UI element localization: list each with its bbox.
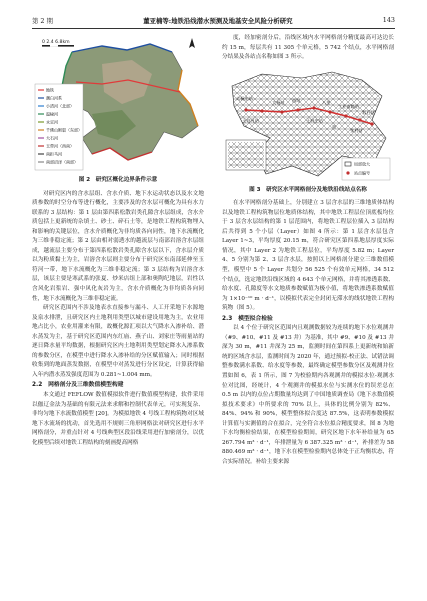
legend-item: 小清河（北部）	[46, 103, 74, 109]
right-column	[222, 34, 394, 468]
station-label: 八里	[322, 99, 331, 105]
legend-item: 温榆河	[46, 111, 58, 117]
station-label: 西站	[292, 97, 301, 103]
paragraph: 本文通过 FEFLOW 数值模拟软件进行数值模型构建，软件采用以伽辽金法为基础的有限元法来求解和控制代表单元，可实现复杂、非均匀地下水流数值模型 [20]。为模拟地铁 4 号线工程构筑物对区域地下水流场的扰动，首先选用不规则三角形网格法对研究区进行水平网格剖分，并重点针对 4 号线典型区段沿线采用进行加密剖分，以优化模型后续对地铁工程结构的刻画提高网格	[32, 392, 204, 446]
scale-bar	[42, 39, 74, 47]
legend-item: 玉带河（西南）	[46, 143, 74, 149]
figure-2-legend	[35, 84, 83, 170]
station-label: 张村站	[350, 127, 363, 133]
page-header	[32, 14, 395, 26]
paragraph: 以 4 个位于研究区范围内且观测数据较为连续的地下水位观测井（#9、#10、#11 及 #13 井）为基准，其中 #9、#10 及 #13 井深为 30 m，#11 井深为 25 m，监测时间在第四系上更新统和始新统的区域含水层，监测时间为 2020 年，通过预拟-校正法、试错法调整参数满水系数、给水度等参数，最终确定模型参数分区及观测井位置如图 6，表 1 所示，图 7 为校验期内各观测井的模拟水位-观测水位对比图，经统计，4 个观测井的模拟水位与实测水位的误差总在 0.5 m 以内的点位占期数量均达到了中国地质调查局《地下水数值模拟技术要求》中所要求的 70% 以上，具体的比例分别为 82%、84%、94% 和 90%，模型整体拟合度达 87.5%，这表明参数模拟计算值与实测值的合在拟合，完全符合水位拟合精度要求，图 8 为地下水均衡检验结果，在模型检验期间，研究区地下水年补给量为 65 267.794 m³ · d⁻¹，年排泄量为 6 387.325 m³ · d⁻¹，补排差为 58 880.469 m³ · d⁻¹，地下水在模型检验期内总体处于正均衡状态，符合实际情况。补给主要来源	[222, 325, 394, 465]
left-column	[32, 34, 204, 448]
legend-item: 站点编号	[354, 170, 370, 176]
figure-2	[32, 34, 204, 174]
station-label: 大杨站	[272, 99, 285, 105]
section-title: 2.2 网格剖分及三维数值模型构建	[32, 382, 124, 389]
station-label: 王府庄站	[306, 117, 323, 123]
scale-text: 0 2.4 6.8km	[42, 40, 70, 45]
legend-item: 局部放大	[354, 161, 370, 167]
figure-3	[222, 66, 394, 184]
legend-item: 地铁	[46, 87, 54, 93]
station-label: 玉符河站	[242, 117, 259, 123]
paragraph: 研究区范围内不涉及地表水直接参与漏斗、人工开采地下水源地及泉水排泄，且研究区内土地利用类型以城市建设用地为主，农业用地占比小，农业用灌来有限，故概化源汇项以大气降水入渗补给、潜水蒸发为主，基于研究区范围内东红庙、燕子山、刘家庄等雨量站的逐日降水量平均数据，根据研究区内土地利用类型划定降水入渗系数的参数分区，在模型中进行降水入渗补给的分区赋值输入；同时根据收集到的地面蒸发数据，在模型中对蒸发进行分区设定，计算获得输入年内潜水蒸发强度范围为 0.281~1.004 mm。	[32, 305, 204, 378]
page-number: 143	[382, 16, 395, 24]
station-label: 大杨庄站	[236, 95, 253, 101]
running-title: 董亚楠等:地铁沿线潜水预测及地基安全风险分析研究	[143, 16, 293, 25]
station-label: 工业南路站	[338, 103, 359, 109]
figure-3-legend	[342, 158, 390, 180]
zoom-inset-mesh	[228, 142, 264, 168]
section-title: 2.3 模型拟合检验	[222, 315, 273, 322]
paragraph: 在水平网格剖分基础上，分别建立 3 层含水层的三维地质体结构以及地铁工程构筑物层位地质体结构，其中地铁工程层位顶底板均位于 3 层含水层结构的第 1 层范围内，将地铁工程层位插入 3 层结构后共得到 5 个小层（Layer）如图 4 所示：第 1 层含水层包含 Layer 1~3，平均厚度 20.15 m，符合研究区第四系地层厚度实际情况，其中 Layer 2 为地铁工程层位，平均厚度 5.82 m；Layer 4、5 分别为第 2、3 层含水层，按照以上网格剖分建立三维数值模型，模型中 5 个 Layer 共划分 56 525 个有效单元网格，34 512 个结点，选定地铁沿线区域的 4 643 个单元网格，并将其渗透系数、给水度、孔隙度等水文地质参数赋值为极小值，将地铁渗透系数赋值为 1×10⁻¹⁰ m · d⁻¹，以模拟代表完全封闭无滞水的线状地铁工程构筑物（图 5）。	[222, 200, 394, 312]
legend-item: 大石河	[46, 135, 58, 141]
legend-item: 千佛山断裂（东部）	[46, 127, 82, 133]
figure-2-map	[32, 34, 204, 174]
figure-2-caption: 图 2 研究区概化边界条件示意	[78, 177, 158, 183]
header-rule	[32, 28, 395, 29]
paragraph: 度，经加密剖分后，沿线区域内水平网格剖分精度最高可达边长约 15 m，每层共有 11 305 个单元格，5 742 个结点，水平网格剖分结果及各站点名称如图 3 所示。	[222, 35, 394, 61]
figure-3-caption: 图 3 研究区水平网格剖分及地铁沿线站点名称	[249, 186, 367, 193]
issue-label: 第 2 期	[32, 16, 53, 25]
station-label: 彩石站	[362, 109, 375, 115]
station-label: 站	[332, 123, 337, 129]
paragraph: 对研究区内的含水层组、含水介质、地下水运动状态以及水文地质参数的时空分布等进行概化，主要涉及的含水层可概化为具有水力联系的 3 层结构：第 1 层由第四系松散岩类孔隙含水层组成，含水介质包括上更新统的杂填土、砂土、碎石土等，是地铁工程构筑物埋入和影响的关键层位，含水介质概化为非均质各向同性，地下水流概化为三维非稳定流；第 2 层由相对弱透水的越流层与南部岩溶含水层组成，越流层主要分布于第四系松散岩类孔隙含水层以下，含水层介质以为粉质黏土为主，岩溶含水层则主要分布于研究区东南部延伸至玉符河一带，地下水流概化为三维非稳定流；第 3 层结构为岩溶含水层，该层主要是寒武系的张夏、炒米店组上部和奥陶纪地层，岩性以含风化岩浆岩、强中风化灰岩为主，含水介质概化为非均质各向同性，地下水流概化为三维非稳定流。	[32, 190, 204, 302]
legend-item: 南部沼泽（南部）	[46, 159, 78, 165]
figure-3-mesh	[222, 66, 394, 184]
legend-item: 永定河	[46, 119, 58, 125]
legend-item: 潮白河系	[46, 95, 62, 101]
legend-item: 南拒马河	[46, 151, 62, 157]
